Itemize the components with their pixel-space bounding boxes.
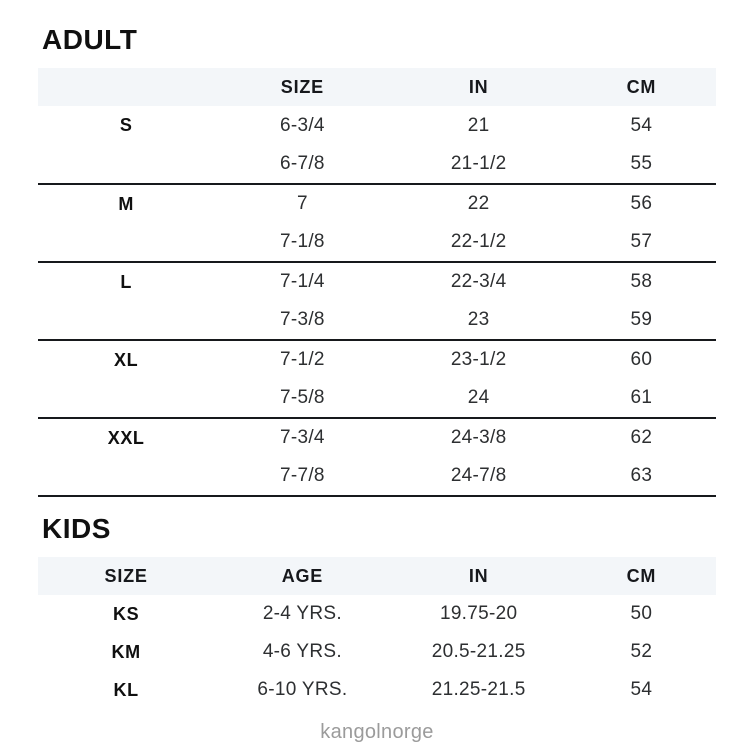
cell-size: 7-1/8: [214, 223, 390, 262]
cell-age: 4-6 YRS.: [262, 641, 342, 662]
cell-size: 7-5/8: [214, 379, 390, 418]
watermark: kangolnorge: [320, 721, 434, 743]
cell-cm: 52: [630, 641, 653, 662]
kids-col-header-size: SIZE: [38, 557, 214, 595]
table-row: [38, 633, 716, 671]
kids-size-label: KS: [113, 603, 140, 624]
cell-size: 7: [296, 193, 308, 214]
kids-header-row: [38, 557, 716, 595]
cell-cm: 56: [630, 193, 653, 214]
cell-cm: 57: [567, 223, 716, 262]
size-group-label-blank: [38, 301, 214, 340]
cell-size: 7-7/8: [214, 457, 390, 496]
table-row: [38, 106, 716, 145]
cell-cm: 54: [630, 679, 653, 700]
kids-size-label: KL: [113, 679, 139, 700]
size-group-label-blank: [38, 379, 214, 418]
size-group-label-blank: [38, 457, 214, 496]
adult-col-header-cm: CM: [567, 68, 716, 106]
table-row: [38, 223, 716, 262]
table-row: [38, 418, 716, 457]
cell-in: 24-3/8: [450, 427, 507, 448]
cell-cm: 62: [630, 427, 653, 448]
cell-cm: 63: [567, 457, 716, 496]
cell-in: 21.25-21.5: [431, 679, 526, 700]
size-group-label: S: [119, 115, 133, 135]
cell-in: 24-7/8: [391, 457, 567, 496]
table-row: [38, 595, 716, 633]
table-row: [38, 184, 716, 223]
kids-col-header-in: IN: [391, 557, 567, 595]
adult-header-row: [38, 68, 716, 106]
cell-size: 7-1/4: [279, 271, 325, 292]
cell-in: 22: [467, 193, 490, 214]
table-row: [38, 301, 716, 340]
cell-cm: 58: [630, 271, 653, 292]
cell-cm: 54: [630, 114, 653, 136]
cell-size: 7-3/8: [214, 301, 390, 340]
adult-col-header-blank: [38, 68, 214, 106]
cell-in: 24: [391, 379, 567, 418]
cell-cm: 60: [630, 349, 653, 370]
cell-cm: 50: [630, 603, 653, 624]
cell-age: 2-4 YRS.: [262, 603, 342, 624]
table-row: [38, 340, 716, 379]
cell-in: 21: [467, 114, 490, 136]
cell-size: 6-3/4: [279, 114, 325, 136]
cell-in: 22-1/2: [391, 223, 567, 262]
kids-size-label: KM: [111, 641, 141, 662]
size-group-label-blank: [38, 145, 214, 184]
kids-col-header-age: AGE: [214, 557, 390, 595]
cell-cm: 61: [567, 379, 716, 418]
table-row: [38, 671, 716, 709]
cell-size: 7-3/4: [279, 427, 325, 448]
cell-size: 6-7/8: [214, 145, 390, 184]
cell-cm: 55: [567, 145, 716, 184]
cell-cm: 59: [567, 301, 716, 340]
table-row: [38, 262, 716, 301]
size-group-label: XL: [114, 349, 139, 370]
adult-size-table: [38, 68, 716, 497]
size-group-label: XXL: [107, 427, 145, 448]
adult-section-title: ADULT: [42, 24, 138, 55]
kids-section-title: KIDS: [42, 513, 111, 544]
table-row: [38, 379, 716, 418]
cell-in: 20.5-21.25: [431, 641, 526, 662]
kids-col-header-cm: CM: [567, 557, 716, 595]
cell-in: 19.75-20: [439, 603, 518, 624]
cell-size: 7-1/2: [279, 349, 325, 370]
adult-col-header-in: IN: [391, 68, 567, 106]
cell-age: 6-10 YRS.: [257, 679, 348, 700]
cell-in: 21-1/2: [391, 145, 567, 184]
table-row: [38, 145, 716, 184]
cell-in: 23: [391, 301, 567, 340]
adult-col-header-size: SIZE: [214, 68, 390, 106]
table-row: [38, 457, 716, 496]
size-group-label: M: [118, 193, 134, 214]
size-group-label: L: [120, 271, 132, 292]
cell-in: 22-3/4: [450, 271, 507, 292]
kids-size-table: [38, 557, 716, 709]
cell-in: 23-1/2: [450, 349, 507, 370]
size-group-label-blank: [38, 223, 214, 262]
